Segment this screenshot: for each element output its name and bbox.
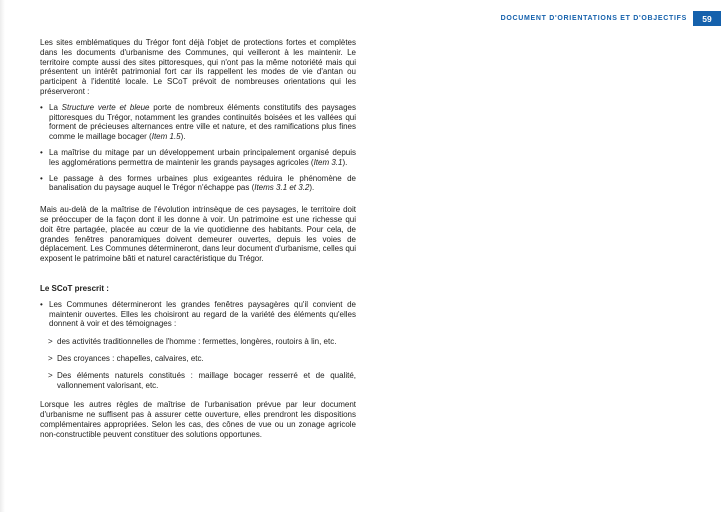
sub-bullet-croyances <box>48 354 356 364</box>
bullet-marker: • <box>40 102 43 112</box>
bullet-marker: • <box>40 147 43 157</box>
prescrit-bullet-list <box>40 300 356 329</box>
bullet-item-structure-verte <box>40 103 356 142</box>
page-edge-shading <box>0 0 5 512</box>
bullet-item-maitrise-mitage <box>40 148 356 168</box>
sub-bullet-text: Des éléments naturels constitués : maillage bocager resserré et de qualité, vallonnement valorisant, etc. <box>57 370 356 390</box>
patrimoine-paragraph: Mais au-delà de la maîtrise de l'évolution intrinsèque de ces paysages, le territoire doit se préoccuper de la façon dont il les donne à voir. Un patrimoine est une richesse qui doit être partagée, placée au cœur de la vie quotidienne des habitants. Pour cela, de grandes fenêtres panoramiques doivent demeurer ouvertes, depuis les voies de déplacement. Les Communes détermineront, dans leur document d'urbanisme, celles qui exposent le patrimoine bâti et naturel caractéristique du Trégor. <box>40 205 356 264</box>
bullet-text: Le passage à des formes urbaines plus exigeantes réduira le phénomène de banalisation du paysage auquel le Trégor n'échappe pas (Items 3.1 et 3.2). <box>49 173 356 193</box>
sub-bullet-text: des activités traditionnelles de l'homme : fermettes, longères, routoirs à lin, etc. <box>57 337 337 347</box>
sub-bullet-marker: > <box>48 370 53 380</box>
sub-bullet-marker: > <box>48 353 53 363</box>
bullet-text: La maîtrise du mitage par un développement urbain principalement organisé depuis les agglomérations permettra de maintenir les grands paysages agricoles (Item 3.1). <box>49 147 356 167</box>
bullet-item-fenetres-paysageres <box>40 300 356 329</box>
orientation-bullet-list <box>40 103 356 193</box>
temoignages-sub-list <box>40 337 356 390</box>
bullet-marker: • <box>40 173 43 183</box>
prescrit-heading: Le SCoT prescrit : <box>40 283 109 293</box>
sub-bullet-activites <box>48 337 356 347</box>
bullet-item-formes-urbaines <box>40 174 356 194</box>
sub-bullet-elements-naturels <box>48 371 356 391</box>
page-number-badge: 59 <box>693 11 721 26</box>
page-header <box>501 11 724 26</box>
bullet-marker: • <box>40 299 43 309</box>
text-column <box>40 38 356 440</box>
bullet-text: La Structure verte et bleue porte de nombreux éléments constitutifs des paysages pittoresques du Trégor, notamment les grandes continuités boisées et les vallées qui forment de précieuses alternances entre ville et nature, et des ramifications plus fines comme le maillage bocager (Item 1.5). <box>49 102 356 142</box>
header-title: DOCUMENT D'ORIENTATIONS ET D'OBJECTIFS <box>500 15 687 22</box>
closing-paragraph: Lorsque les autres règles de maîtrise de l'urbanisation prévue par leur document d'urbanisme ne suffisent pas à assurer cette ouverture, elles prendront les dispositions complémentaires appropriées. Selon les cas, des cônes de vue ou un zonage agricole non-constructible peuvent constituer des solutions opportunes. <box>40 400 356 439</box>
bullet-text: Les Communes détermineront les grandes fenêtres paysagères qu'il convient de maintenir ouvertes. Elles les choisiront au regard de la variété des éléments qu'elles donnent à voir et des témoignages : <box>49 299 356 329</box>
intro-paragraph: Les sites emblématiques du Trégor font déjà l'objet de protections fortes et complètes dans les documents d'urbanisme des Communes, qui veilleront à les maintenir. Le territoire compte aussi des sites pittoresques, qui n'ont pas la même notoriété mais qui présentent un intérêt patrimonial fort car ils rappellent les modes de vie d'antan ou participent à l'identité locale. Le SCoT prévoit de nombreuses orientations qui les préserveront : <box>40 38 356 96</box>
sub-bullet-text: Des croyances : chapelles, calvaires, etc. <box>57 353 204 363</box>
sub-bullet-marker: > <box>48 337 53 347</box>
